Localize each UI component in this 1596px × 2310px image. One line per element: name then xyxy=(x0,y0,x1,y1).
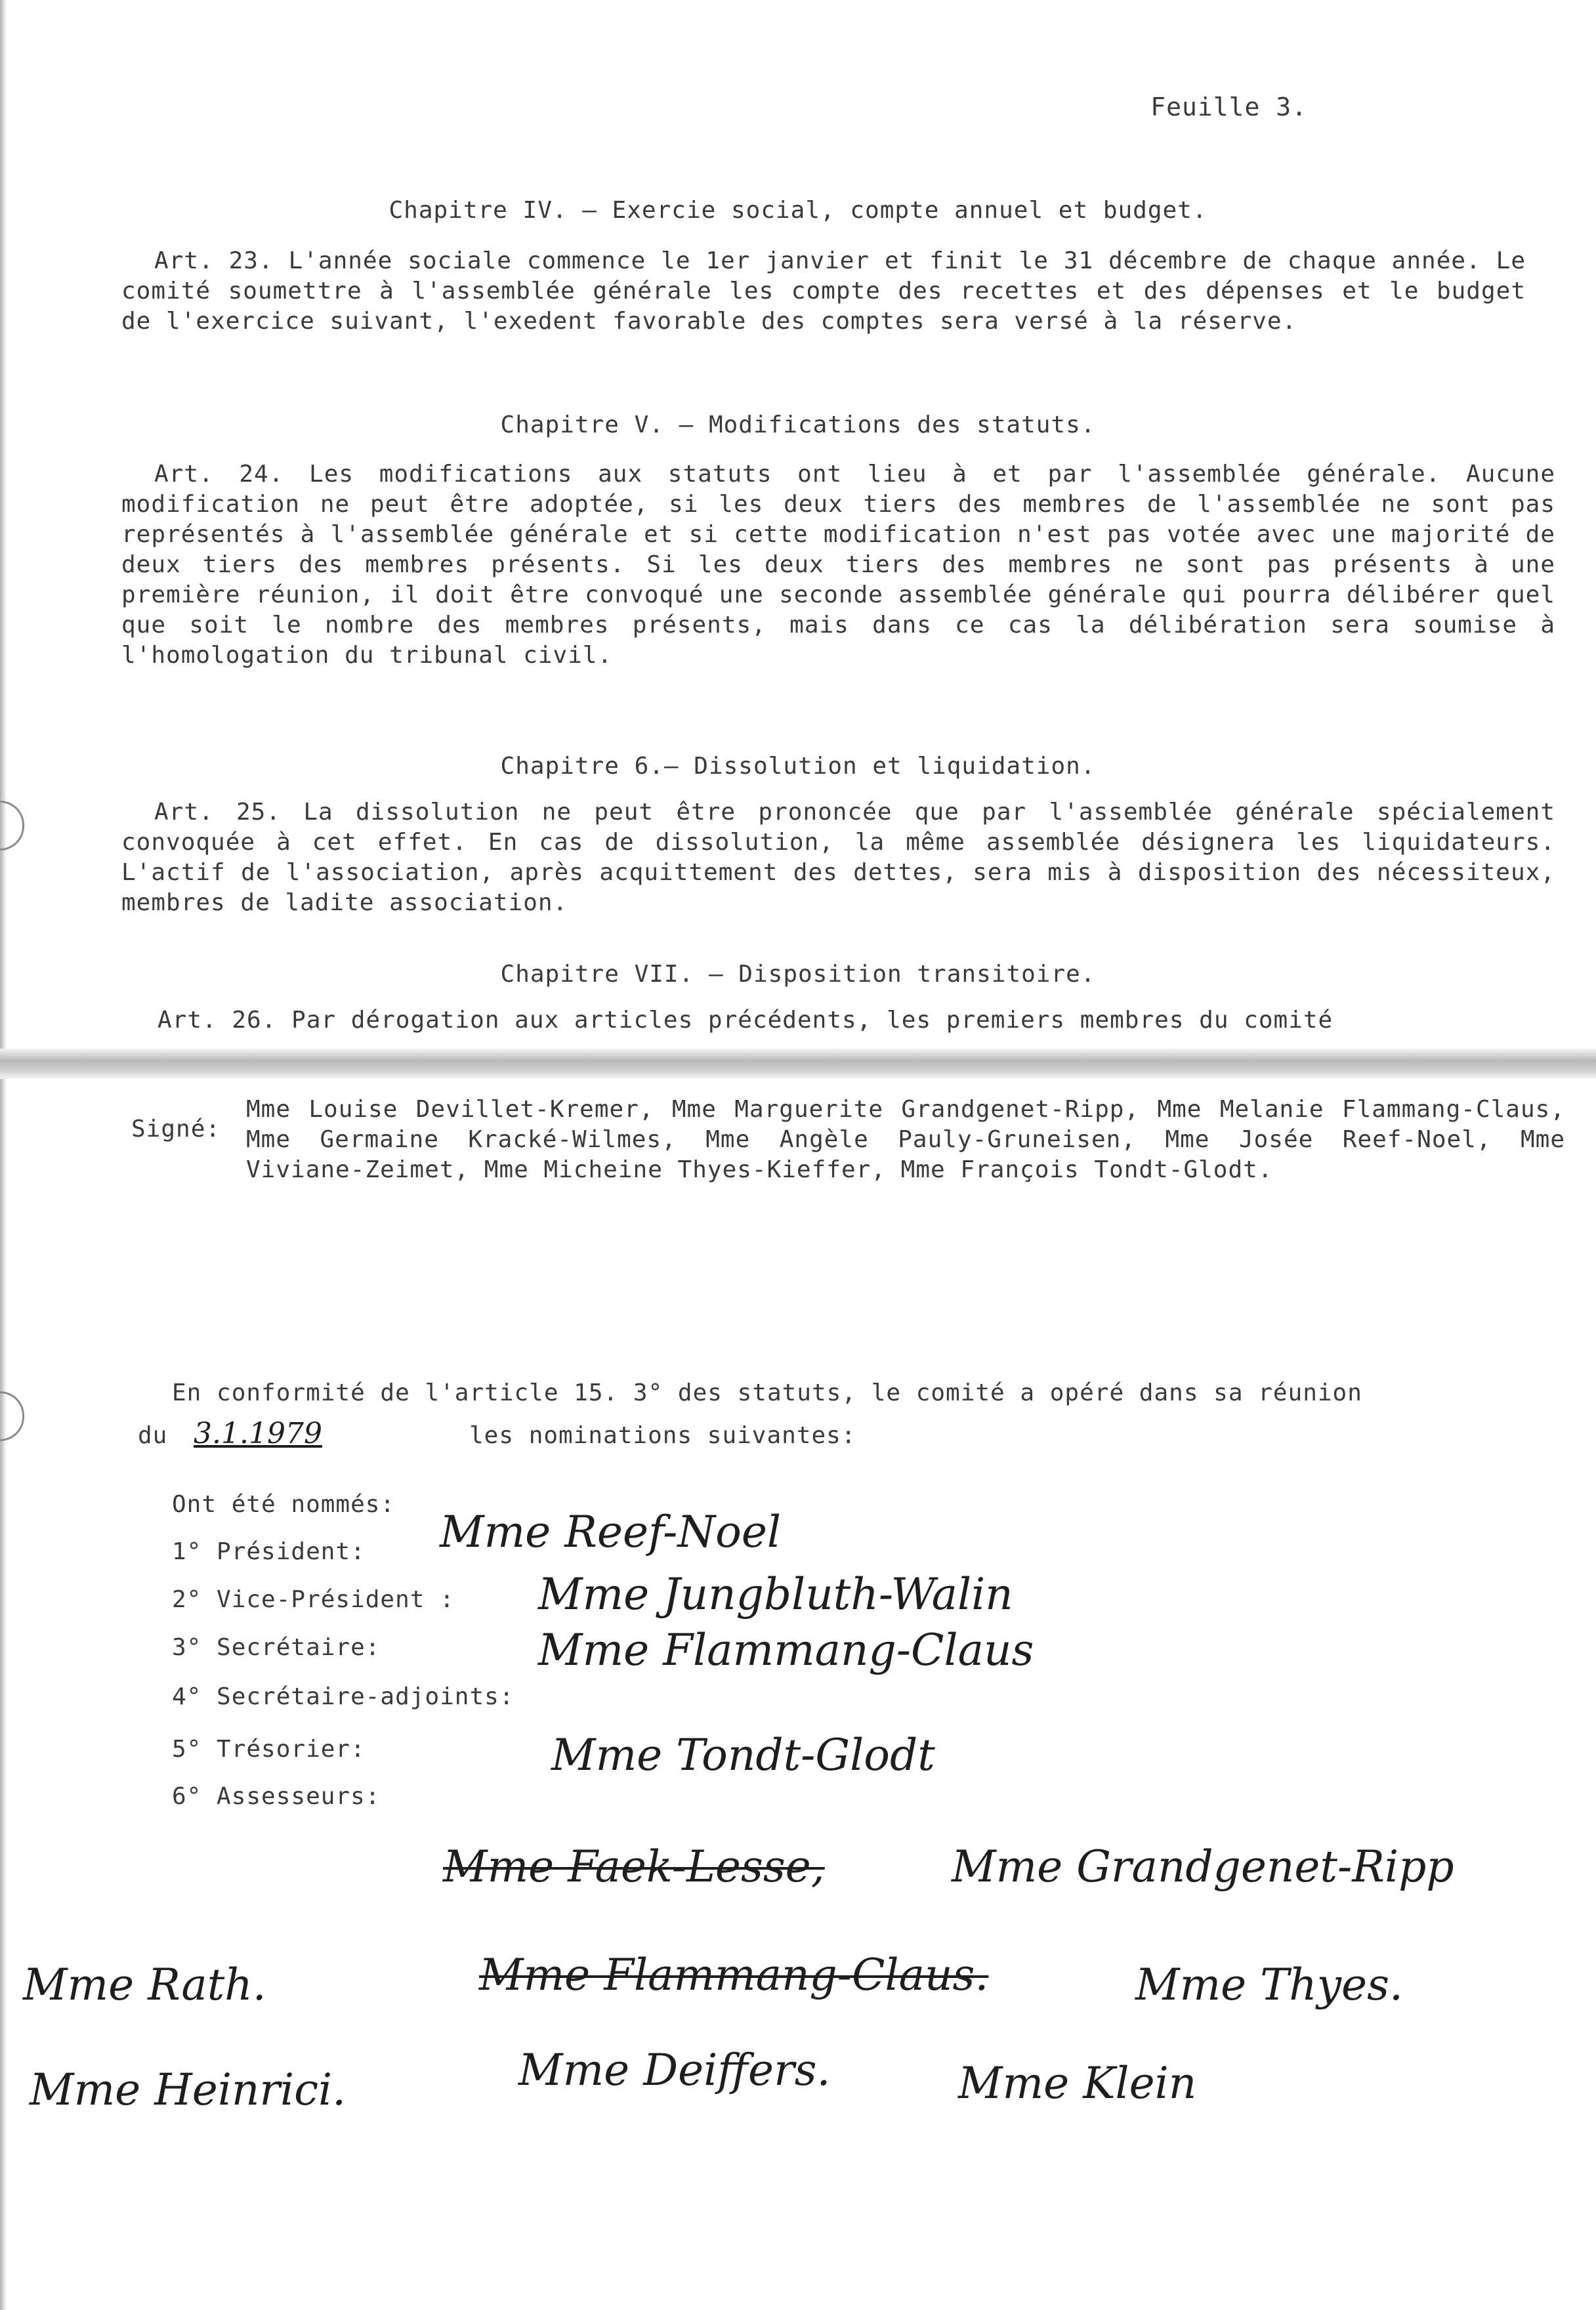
nomination-label: 2° Vice-Président : xyxy=(172,1586,455,1613)
nomination-signature: Mme Tondt-Glodt xyxy=(551,1730,935,1780)
assesseur-name: Mme Heinrici. xyxy=(30,2065,346,2115)
punch-hole-mark xyxy=(0,1391,24,1441)
conformite-line: En conformité de l'article 15. 3° des statuts, le comité a opéré dans sa réunion xyxy=(172,1379,1362,1406)
nominations-intro: Ont été nommés: xyxy=(172,1491,396,1518)
page-edge-shadow xyxy=(0,0,7,2310)
conformite-rest: les nominations suivantes: xyxy=(469,1422,856,1449)
chapter-7-heading: Chapitre VII. — Disposition transitoire. xyxy=(500,961,1096,988)
assesseur-struck: Mme Faek-Lesse, xyxy=(443,1841,825,1892)
assesseur-name: Mme Thyes. xyxy=(1135,1960,1403,2010)
signe-names: Mme Louise Devillet-Kremer, Mme Marguerite Grandgenet-Ripp, Mme Melanie Flammang-Claus, Mme Germaine Kracké-Wilmes, Mme Angèle Pauly-Gruneisen, Mme Josée Reef-Noel, Mme Viviane-Zeimet, Mme Micheine Thyes-Kieffer, Mme François Tondt-Glodt. xyxy=(246,1096,1565,1183)
assesseur-struck: Mme Flammang-Claus. xyxy=(479,1950,989,2000)
nomination-label: 3° Secrétaire: xyxy=(172,1634,381,1661)
nomination-label: 5° Trésorier: xyxy=(172,1736,366,1763)
assesseur-name: Mme Grandgenet-Ripp xyxy=(952,1841,1454,1892)
punch-hole-mark xyxy=(0,801,24,850)
article-26: Art. 26. Par dérogation aux articles précédents, les premiers membres du comité xyxy=(158,1007,1334,1034)
article-24: Art. 24. Les modifications aux statuts ont lieu à et par l'assemblée générale. Aucune modification ne peut être adoptée, si les deux tiers des membres de l'assemblée ne sont pas représentés à l'assemblée générale et si cette modification n'est pas votée avec une majorité de deux tiers des membres présents. Si les deux tiers des membres ne sont pas présents à une première réunion, il doit être convoqué une seconde assemblée générale qui pourra délibérer quel que soit le nombre des membres présents, mais dans ce cas la délibération sera soumise à l'homologation du tribunal civil. xyxy=(121,461,1555,669)
nomination-label: 4° Secrétaire-adjoints: xyxy=(172,1683,514,1710)
nomination-label: 1° Président: xyxy=(172,1538,366,1565)
chapter-4-heading: Chapitre IV. — Exercie social, compte annuel et budget. xyxy=(388,197,1208,224)
chapter-6-heading: Chapitre 6.— Dissolution et liquidation. xyxy=(500,753,1096,780)
nomination-signature: Mme Jungbluth-Walin xyxy=(538,1569,1013,1620)
nomination-signature: Mme Reef-Noel xyxy=(440,1507,782,1557)
signe-label: Signé: xyxy=(131,1116,221,1143)
fold-band xyxy=(0,1049,1596,1079)
assesseur-name: Mme Klein xyxy=(958,2058,1197,2109)
meeting-date: 3.1.1979 xyxy=(194,1417,322,1450)
conformite-du: du xyxy=(138,1422,168,1449)
chapter-5-heading: Chapitre V. — Modifications des statuts. xyxy=(500,411,1096,438)
assesseur-name: Mme Rath. xyxy=(23,1960,266,2010)
article-23: Art. 23. L'année sociale commence le 1er janvier et finit le 31 décembre de chaque année. Le comité soumettre à l'assemblée générale les compte des recettes et des dépenses et le budget de l'exercice suivant, l'exedent favorable des comptes sera versé à la réserve. xyxy=(121,247,1526,335)
nomination-signature: Mme Flammang-Claus xyxy=(538,1625,1034,1675)
assesseur-name: Mme Deiffers. xyxy=(518,2045,831,2095)
article-25: Art. 25. La dissolution ne peut être prononcée que par l'assemblée générale spécialement convoquée à cet effet. En cas de dissolution, la même assemblée désignera les liquidateurs. L'actif de l'association, après acquittement des dettes, sera mis à disposition des nécessiteux, membres de ladite association. xyxy=(121,799,1555,916)
nomination-label: 6° Assesseurs: xyxy=(172,1783,381,1810)
page-folio: Feuille 3. xyxy=(1150,93,1307,121)
